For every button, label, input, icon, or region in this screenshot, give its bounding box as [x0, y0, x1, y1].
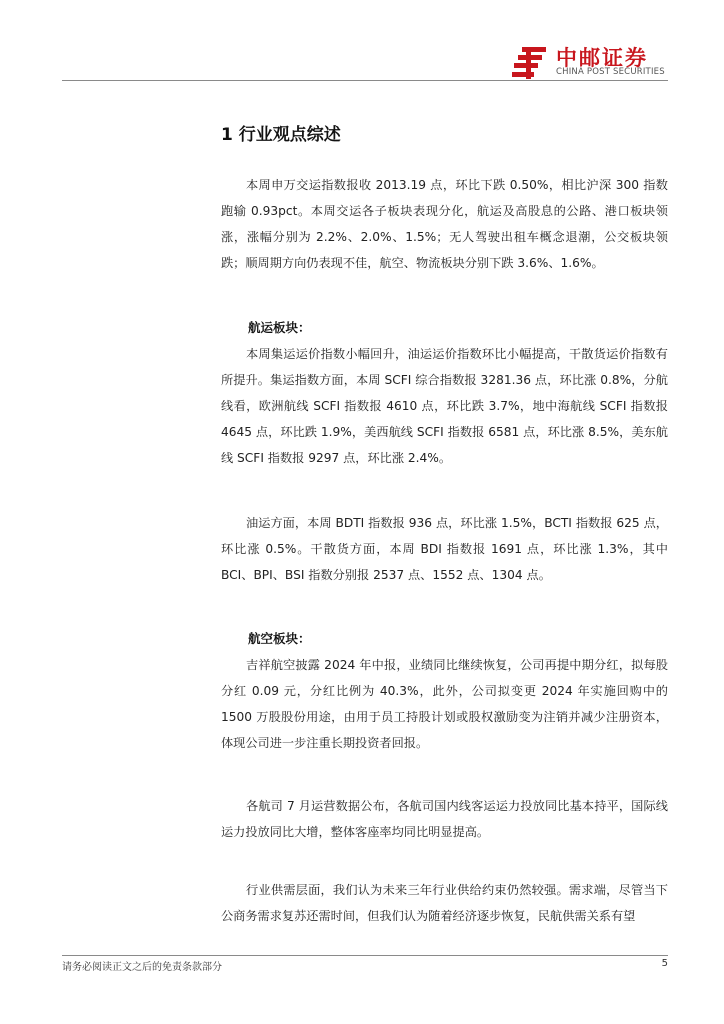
shipping-heading: 航运板块：	[248, 320, 311, 335]
shipping-paragraph-1: 本周集运运价指数小幅回升，油运运价指数环比小幅提高，干散货运价指数有所提升。集运指数方面，本周 SCFI 综合指数报 3281.36 点，环比涨 0.8%，分航线看，欧洲航线 SCFI 指数报 4610 点，环比跌 3.7%，地中海航线 SCFI 指数报 4645 点，环比跌 1.9%，美西航线 SCFI 指数报 6581 点，环比涨 8.5%，美东航线 SCFI 指数报 9297 点，环比涨 2.4%。	[221, 347, 668, 465]
brand-name-cn: 中邮证券	[556, 46, 648, 70]
shipping-paragraph-2: 油运方面，本周 BDTI 指数报 936 点，环比涨 1.5%，BCTI 指数报 625 点，环比涨 0.5%。干散货方面，本周 BDI 指数报 1691 点，环比涨 1.3%，其中 BCI、BPI、BSI 指数分别报 2537 点、1552 点、1304 点。	[221, 516, 668, 582]
header-divider	[62, 80, 668, 81]
footer-disclaimer: 请务必阅读正文之后的免责条款部分	[62, 962, 222, 973]
page-number: 5	[661, 958, 668, 969]
aviation-paragraph-3: 行业供需层面，我们认为未来三年行业供给约束仍然较强。需求端，尽管当下公商务需求复苏还需时间，但我们认为随着经济逐步恢复，民航供需关系有望	[221, 883, 668, 923]
aviation-heading: 航空板块：	[248, 631, 311, 646]
overview-paragraph: 本周申万交运指数报收 2013.19 点，环比下跌 0.50%，相比沪深 300 指数跑输 0.93pct。本周交运各子板块表现分化，航运及高股息的公路、港口板块领涨，涨幅分别为 2.2%、2.0%、1.5%；无人驾驶出租车概念退潮，公交板块领跌；顺周期方向仍表现不佳，航空、物流板块分别下跌 3.6%、1.6%。	[221, 178, 668, 270]
aviation-paragraph-2: 各航司 7 月运营数据公布，各航司国内线客运运力投放同比基本持平，国际线运力投放同比大增，整体客座率均同比明显提高。	[221, 799, 668, 839]
brand-name-en: CHINA POST SECURITIES	[556, 67, 665, 77]
aviation-paragraph-1: 吉祥航空披露 2024 年中报，业绩同比继续恢复，公司再提中期分红，拟每股分红 0.09 元，分红比例为 40.3%，此外，公司拟变更 2024 年实施回购中的 1500 万股股份用途，由用于员工持股计划或股权激励变为注销并减少注册资本，体现公司进一步注重长期投资者回报。	[221, 658, 668, 750]
company-logo	[512, 38, 672, 80]
china-post-logo-icon	[512, 46, 548, 80]
footer-divider	[62, 955, 668, 956]
section-title: 1 行业观点综述	[221, 125, 341, 145]
